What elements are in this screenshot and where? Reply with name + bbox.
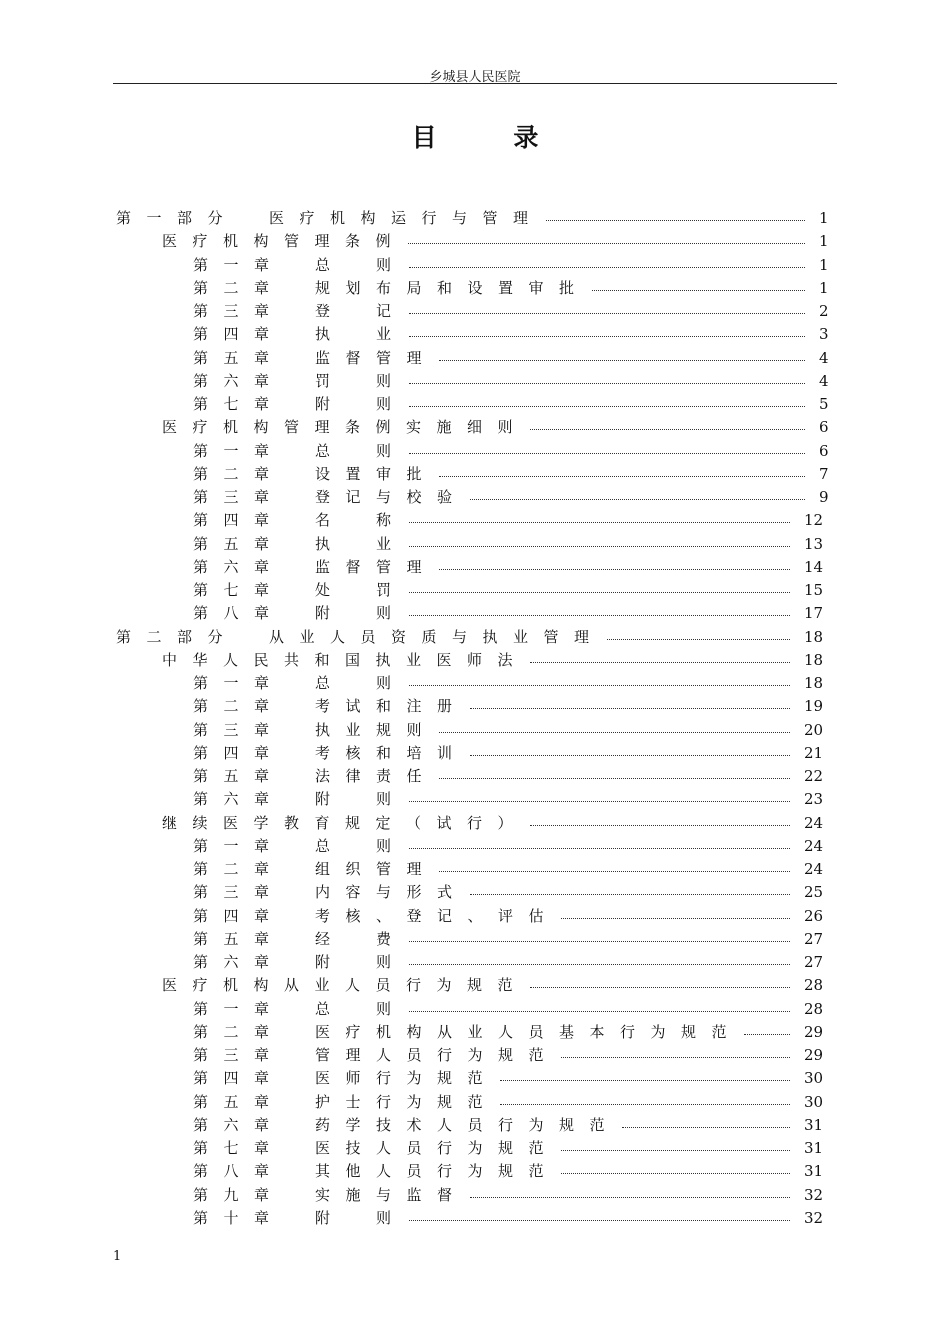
toc-page-number: 14: [804, 557, 824, 576]
toc-entry[interactable]: [0, 695, 950, 718]
toc-page-number: 6: [819, 418, 829, 437]
toc-page-number: 20: [804, 720, 824, 739]
toc-entry-title: 监督管理: [315, 557, 438, 576]
toc-entry[interactable]: [0, 1067, 950, 1090]
toc-entry[interactable]: [0, 951, 950, 974]
toc-chapter-label: 第三章: [193, 488, 285, 506]
toc-entry-title: 医师行为规范: [315, 1069, 499, 1088]
toc-page-number: 1: [819, 209, 829, 227]
toc-page-number: 32: [804, 1208, 824, 1227]
toc-leader-dots: [409, 801, 790, 802]
toc-entry-title: 规划布局和设置审批: [315, 278, 590, 297]
toc-entry[interactable]: [0, 1114, 950, 1137]
toc-entry[interactable]: [0, 230, 950, 253]
toc-entry-title: 总 则: [315, 674, 407, 692]
toc-entry[interactable]: [0, 649, 950, 672]
toc-page-number: 31: [804, 1115, 824, 1134]
toc-leader-dots: [530, 987, 790, 988]
toc-leader-dots: [409, 522, 790, 523]
toc-entry-title: 登记与校验: [315, 488, 468, 506]
toc-entry[interactable]: [0, 533, 950, 556]
toc-leader-dots: [470, 755, 790, 756]
toc-leader-dots: [439, 778, 790, 779]
toc-entry-title: 从业人员资质与执业管理: [269, 627, 605, 646]
toc-leader-dots: [470, 708, 790, 709]
toc-chapter-label: 第八章: [193, 604, 285, 623]
toc-chapter-label: 第五章: [193, 348, 285, 367]
toc-chapter-label: 第三章: [193, 883, 285, 902]
toc-page-number: 6: [819, 441, 829, 460]
toc-entry-title: 附 则: [315, 953, 407, 971]
toc-chapter-label: 第三章: [193, 302, 285, 320]
toc-leader-dots: [409, 941, 790, 942]
toc-entry[interactable]: [0, 207, 950, 230]
toc-page-number: 4: [819, 348, 829, 367]
toc-page-number: 7: [819, 464, 829, 483]
toc-entry[interactable]: [0, 1091, 950, 1114]
toc-entry-title: 名 称: [315, 511, 407, 530]
toc-page-number: 22: [804, 767, 824, 785]
toc-entry[interactable]: [0, 719, 950, 742]
toc-page-number: 1: [819, 278, 829, 297]
toc-entry[interactable]: [0, 1044, 950, 1067]
toc-chapter-label: 第七章: [193, 581, 285, 599]
toc-page-number: 18: [804, 674, 824, 692]
toc-page-number: 27: [804, 953, 824, 971]
toc-page-number: 12: [804, 511, 824, 530]
toc-entry[interactable]: [0, 1021, 950, 1044]
toc-entry-title: 医疗机构运行与管理: [269, 209, 544, 227]
toc-leader-dots: [409, 1220, 790, 1221]
toc-entry[interactable]: [0, 881, 950, 904]
toc-part-label: 第一部分: [116, 209, 239, 227]
toc-entry[interactable]: [0, 509, 950, 532]
toc-leader-dots: [607, 639, 790, 640]
toc-chapter-label: 第五章: [193, 1092, 285, 1111]
toc-chapter-label: 第二章: [193, 860, 285, 878]
toc-page-number: 15: [804, 581, 824, 599]
toc-page-number: 17: [804, 604, 824, 623]
toc-entry-title: 设置审批: [315, 464, 438, 483]
toc-entry-title: 考核和培训: [315, 743, 468, 762]
toc-chapter-label: 第八章: [193, 1162, 285, 1181]
toc-entry-title: 登 记: [315, 302, 407, 320]
toc-entry[interactable]: [0, 277, 950, 300]
toc-leader-dots: [409, 615, 790, 616]
toc-page-number: 13: [804, 534, 824, 553]
toc-entry[interactable]: [0, 1137, 950, 1160]
toc-chapter-label: 第九章: [193, 1185, 285, 1204]
toc-chapter-label: 第十章: [193, 1208, 285, 1227]
toc-page-number: 4: [819, 371, 829, 390]
toc-page-number: 28: [804, 976, 824, 995]
toc-entry-title: 执 业: [315, 534, 407, 553]
toc-leader-dots: [592, 290, 805, 291]
toc-leader-dots: [561, 1057, 790, 1058]
toc-chapter-label: 第五章: [193, 767, 285, 785]
toc-chapter-label: 第四章: [193, 511, 285, 530]
toc-entry-title: 法律责任: [315, 767, 438, 785]
toc-page-number: 29: [804, 1022, 824, 1041]
toc-entry[interactable]: [0, 788, 950, 811]
toc-entry[interactable]: [0, 672, 950, 695]
toc-leader-dots: [439, 360, 805, 361]
toc-entry-title: 总 则: [315, 441, 407, 460]
toc-leader-dots: [530, 825, 790, 826]
toc-leader-dots: [470, 894, 790, 895]
toc-page-number: 26: [804, 906, 824, 925]
toc-leader-dots: [409, 848, 790, 849]
table-of-contents: [0, 207, 950, 1230]
toc-entry[interactable]: [0, 556, 950, 579]
toc-page-number: 30: [804, 1069, 824, 1088]
toc-chapter-label: 第四章: [193, 743, 285, 762]
toc-page-number: 1: [819, 232, 829, 251]
toc-leader-dots: [470, 499, 805, 500]
toc-page-number: 24: [804, 860, 824, 878]
toc-entry[interactable]: [0, 858, 950, 881]
toc-chapter-label: 第四章: [193, 906, 285, 925]
toc-chapter-label: 第三章: [193, 720, 285, 739]
toc-page-number: 18: [804, 627, 824, 646]
toc-chapter-label: 第一章: [193, 999, 285, 1018]
toc-leader-dots: [439, 476, 805, 477]
toc-entry-title: 医疗机构从业人员基本行为规范: [315, 1022, 743, 1041]
toc-page-number: 23: [804, 790, 824, 809]
toc-page-number: 3: [819, 325, 829, 344]
toc-chapter-label: 第二章: [193, 697, 285, 716]
toc-entry-title: 附 则: [315, 1208, 407, 1227]
toc-leader-dots: [409, 546, 790, 547]
toc-entry[interactable]: [0, 440, 950, 463]
toc-entry-title: 附 则: [315, 790, 407, 809]
toc-leader-dots: [409, 453, 805, 454]
toc-entry-title: 总 则: [315, 255, 407, 274]
toc-entry-title: 内容与形式: [315, 883, 468, 902]
toc-leader-dots: [409, 336, 805, 337]
toc-leader-dots: [409, 964, 790, 965]
toc-page-number: 21: [804, 743, 824, 762]
toc-leader-dots: [409, 1011, 790, 1012]
toc-page-number: 9: [819, 488, 829, 506]
toc-chapter-label: 第六章: [193, 371, 285, 390]
toc-entry[interactable]: [0, 1160, 950, 1183]
toc-entry[interactable]: [0, 347, 950, 370]
toc-chapter-label: 第六章: [193, 953, 285, 971]
toc-page-number: 30: [804, 1092, 824, 1111]
toc-entry-title: 监督管理: [315, 348, 438, 367]
toc-leader-dots: [530, 429, 805, 430]
toc-entry-title: 管理人员行为规范: [315, 1046, 560, 1064]
toc-entry[interactable]: [0, 416, 950, 439]
toc-entry-title: 护士行为规范: [315, 1092, 499, 1111]
toc-leader-dots: [744, 1034, 790, 1035]
toc-leader-dots: [439, 732, 790, 733]
toc-leader-dots: [409, 313, 805, 314]
toc-entry-title: 药学技术人员行为规范: [315, 1115, 621, 1134]
toc-page-number: 31: [804, 1139, 824, 1157]
toc-chapter-label: 第六章: [193, 1115, 285, 1134]
toc-entry[interactable]: [0, 393, 950, 416]
toc-entry[interactable]: [0, 370, 950, 393]
toc-page-number: 24: [804, 813, 824, 832]
toc-leader-dots: [500, 1104, 790, 1105]
toc-leader-dots: [409, 267, 805, 268]
page-header: 乡城县人民医院: [429, 70, 521, 85]
toc-chapter-label: 第一章: [193, 674, 285, 692]
toc-entry-title: 总 则: [315, 836, 407, 855]
toc-entry-title: 总 则: [315, 999, 407, 1018]
toc-leader-dots: [470, 1197, 790, 1198]
toc-entry-title: 医疗机构管理条例实施细则: [162, 418, 529, 437]
toc-entry-title: 继续医学教育规定（试行）: [162, 813, 529, 832]
footer-page-number: 1: [113, 1249, 122, 1264]
toc-page-number: 2: [819, 302, 829, 320]
toc-entry-title: 医技人员行为规范: [315, 1139, 560, 1157]
toc-leader-dots: [409, 592, 790, 593]
toc-leader-dots: [561, 918, 790, 919]
toc-entry[interactable]: [0, 1184, 950, 1207]
toc-leader-dots: [439, 871, 790, 872]
toc-page-number: 5: [819, 395, 829, 413]
toc-entry[interactable]: [0, 765, 950, 788]
toc-entry-title: 组织管理: [315, 860, 438, 878]
toc-entry[interactable]: [0, 323, 950, 346]
toc-entry[interactable]: [0, 928, 950, 951]
toc-leader-dots: [561, 1150, 790, 1151]
toc-page-number: 18: [804, 650, 824, 669]
toc-chapter-label: 第三章: [193, 1046, 285, 1064]
toc-leader-dots: [409, 685, 790, 686]
toc-leader-dots: [561, 1173, 790, 1174]
toc-page-number: 28: [804, 999, 824, 1018]
toc-entry-title: 执 业: [315, 325, 407, 344]
toc-chapter-label: 第一章: [193, 441, 285, 460]
toc-entry-title: 医疗机构管理条例: [162, 232, 407, 251]
toc-entry[interactable]: [0, 463, 950, 486]
page-title: 目 录: [411, 123, 573, 152]
toc-entry[interactable]: [0, 974, 950, 997]
toc-entry-title: 罚 则: [315, 371, 407, 390]
toc-chapter-label: 第二章: [193, 278, 285, 297]
toc-entry-title: 附 则: [315, 604, 407, 623]
toc-leader-dots: [409, 383, 805, 384]
toc-chapter-label: 第二章: [193, 464, 285, 483]
toc-entry[interactable]: [0, 742, 950, 765]
toc-entry-title: 处 罚: [315, 581, 407, 599]
toc-entry-title: 考核、登记、评估: [315, 906, 560, 925]
toc-entry-title: 执业规则: [315, 720, 438, 739]
toc-entry[interactable]: [0, 486, 950, 509]
toc-entry-title: 考试和注册: [315, 697, 468, 716]
toc-entry[interactable]: [0, 602, 950, 625]
toc-page-number: 1: [819, 255, 829, 274]
toc-entry-title: 附 则: [315, 395, 407, 413]
toc-entry[interactable]: [0, 254, 950, 277]
toc-chapter-label: 第五章: [193, 929, 285, 948]
toc-part-label: 第二部分: [116, 627, 239, 646]
toc-entry[interactable]: [0, 626, 950, 649]
toc-chapter-label: 第一章: [193, 255, 285, 274]
toc-leader-dots: [500, 1080, 790, 1081]
toc-entry[interactable]: [0, 300, 950, 323]
toc-leader-dots: [546, 220, 805, 221]
toc-chapter-label: 第七章: [193, 395, 285, 413]
toc-leader-dots: [530, 662, 790, 663]
toc-leader-dots: [409, 406, 805, 407]
toc-page-number: 25: [804, 883, 824, 902]
toc-page-number: 31: [804, 1162, 824, 1181]
toc-leader-dots: [408, 243, 805, 244]
toc-chapter-label: 第七章: [193, 1139, 285, 1157]
toc-chapter-label: 第一章: [193, 836, 285, 855]
header-divider: [113, 83, 837, 84]
toc-page-number: 32: [804, 1185, 824, 1204]
toc-entry-title: 经 费: [315, 929, 407, 948]
toc-chapter-label: 第五章: [193, 534, 285, 553]
toc-page-number: 29: [804, 1046, 824, 1064]
toc-entry-title: 实施与监督: [315, 1185, 468, 1204]
toc-entry-title: 医疗机构从业人员行为规范: [162, 976, 529, 995]
toc-entry[interactable]: [0, 812, 950, 835]
toc-leader-dots: [439, 569, 790, 570]
toc-entry[interactable]: [0, 998, 950, 1021]
toc-entry[interactable]: [0, 835, 950, 858]
toc-entry[interactable]: [0, 579, 950, 602]
toc-entry-title: 中华人民共和国执业医师法: [162, 650, 529, 669]
toc-chapter-label: 第四章: [193, 325, 285, 344]
toc-entry[interactable]: [0, 1207, 950, 1230]
toc-leader-dots: [622, 1127, 790, 1128]
toc-entry[interactable]: [0, 905, 950, 928]
toc-page-number: 19: [804, 697, 824, 716]
toc-page-number: 24: [804, 836, 824, 855]
toc-chapter-label: 第四章: [193, 1069, 285, 1088]
toc-chapter-label: 第六章: [193, 790, 285, 809]
toc-chapter-label: 第六章: [193, 557, 285, 576]
toc-chapter-label: 第二章: [193, 1022, 285, 1041]
toc-page-number: 27: [804, 929, 824, 948]
toc-entry-title: 其他人员行为规范: [315, 1162, 560, 1181]
